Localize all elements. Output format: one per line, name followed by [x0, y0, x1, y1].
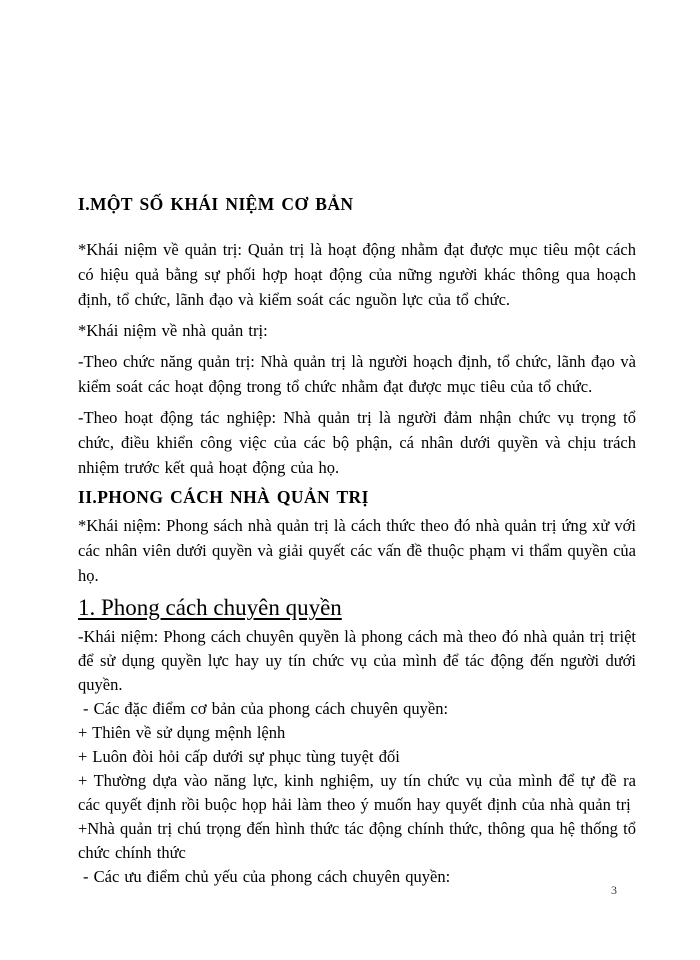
document-body: [78, 192, 636, 889]
list-line-advantages-intro: - Các ưu điểm chủ yếu của phong cách chuyên quyền:: [83, 867, 451, 886]
paragraph-by-operational-activity: -Theo hoạt động tác nghiệp: Nhà quản trị là người đảm nhận chức vụ trọng tổ chức, điều khiển công việc của các bộ phận, cá nhân dưới quyền và chịu trách nhiệm trước kết quả hoạt động của họ.: [78, 408, 636, 477]
paragraph-by-management-function: -Theo chức năng quản trị: Nhà quản trị là người hoạch định, tổ chức, lãnh đạo và kiểm soát các hoạt động trong tổ chức nhằm đạt được mục tiêu của tổ chức.: [78, 352, 636, 396]
subsection-heading-autocratic-style: 1. Phong cách chuyên quyền: [78, 595, 342, 620]
section-heading-basic-concepts: I.MỘT SỐ KHÁI NIỆM CƠ BẢN: [78, 194, 354, 214]
list-line-use-commands: + Thiên về sử dụng mệnh lệnh: [78, 723, 286, 742]
list-line-absolute-obedience: + Luôn đòi hỏi cấp dưới sự phục tùng tuyệt đối: [78, 747, 400, 766]
section-heading-manager-style: II.PHONG CÁCH NHÀ QUẢN TRỊ: [78, 487, 369, 507]
list-line-characteristics-intro: - Các đặc điểm cơ bản của phong cách chuyên quyền:: [83, 699, 449, 718]
list-line-self-decisions: + Thường dựa vào năng lực, kinh nghiệm, uy tín chức vụ của mình để tự đề ra các quyết định rồi buộc họp hải làm theo ý muốn hay quyết định của nhà quản trị: [78, 771, 636, 814]
page-number: 3: [611, 883, 617, 897]
paragraph-autocratic-concept: -Khái niệm: Phong cách chuyên quyền là phong cách mà theo đó nhà quản trị triệt để sử dụng quyền lực hay uy tín chức vụ của mình để tác động đến người dưới quyền.: [78, 627, 636, 694]
paragraph-management-concept: *Khái niệm về quản trị: Quản trị là hoạt động nhằm đạt được mục tiêu một cách có hiệu quả bằng sự phối hợp hoạt động của nững người khác thông qua hoạch định, tổ chức, lãnh đạo và kiểm soát các nguồn lực của tổ chức.: [78, 240, 636, 309]
paragraph-style-concept: *Khái niệm: Phong sách nhà quản trị là cách thức theo đó nhà quản trị ứng xử với các nhân viên dưới quyền và giải quyết các vấn đề thuộc phạm vi thẩm quyền của họ.: [78, 516, 636, 585]
list-line-formal-influence: +Nhà quản trị chú trọng đến hình thức tác động chính thức, thông qua hệ thống tổ chức chính thức: [78, 819, 636, 862]
paragraph-manager-concept-intro: *Khái niệm về nhà quản trị:: [78, 321, 268, 340]
